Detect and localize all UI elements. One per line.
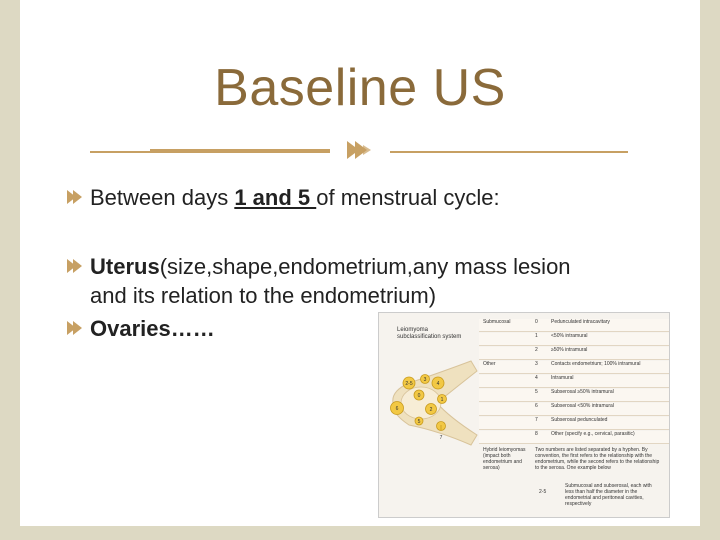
table-row: Submucosal 0 Pedunculated intracavitary <box>479 319 669 332</box>
uterus-diagram <box>379 313 479 517</box>
table-row: 1 <50% intramural <box>479 333 669 346</box>
diagram-label: 1 <box>440 397 444 403</box>
title-rule-right <box>390 151 628 153</box>
diagram-label: 3 <box>423 377 427 383</box>
hybrid-example-text: Submucosal and subserosal, each with less than half the diameter in the endometrial and peritoneal cavities, respectively <box>565 483 652 507</box>
bullet-uterus-text: Uterus(size,shape,endometrium,any mass lesion <box>90 254 571 279</box>
bullet-arrow-icon <box>66 187 86 207</box>
leiomyoma-classification-figure <box>378 312 670 518</box>
figure-caption: Leiomyoma subclassification system <box>397 327 462 340</box>
diagram-label: 6 <box>395 406 399 412</box>
bullet-days-text: Between days 1 and 5 of menstrual cycle: <box>90 185 500 210</box>
diagram-label: 4 <box>436 381 440 387</box>
title-ornament-icon <box>345 137 379 163</box>
table-row: Other 3 Contacts endometrium; 100% intramural <box>479 361 669 374</box>
table-row: 7 Subserosal pedunculated <box>479 417 669 430</box>
figure-diagram <box>379 313 479 517</box>
title-rule-accent <box>150 149 330 152</box>
slide-title: Baseline US <box>214 59 506 117</box>
bullet-ovaries-text: Ovaries…… <box>90 316 215 341</box>
table-row: 5 Subserosal ≥50% intramural <box>479 389 669 402</box>
table-row: 2 ≥50% intramural <box>479 347 669 360</box>
diagram-label: 0 <box>417 393 421 399</box>
table-row: 8 Other (specify e.g., cervical, parasitic) <box>479 431 669 444</box>
hybrid-text: Two numbers are listed separated by a hyphen. By convention, the first refers to the relationship with the endometrium, while the second refers to the relationship to the serosa. One example below <box>535 447 660 471</box>
diagram-label: 2-5 <box>405 381 413 387</box>
bullet-arrow-icon <box>66 256 86 276</box>
bullet-uterus-line2: and its relation to the endometrium) <box>90 283 437 308</box>
bullet-arrow-icon <box>66 318 86 338</box>
table-row: 6 Subserosal <50% intramural <box>479 403 669 416</box>
hybrid-label: Hybrid leiomyomas (impact both endometrium and serosa) <box>483 447 526 471</box>
table-row: 4 Intramural <box>479 375 669 388</box>
hybrid-example-number: 2-5 <box>539 489 547 495</box>
diagram-label: 5 <box>417 419 421 425</box>
diagram-label: 7 <box>439 435 443 441</box>
frame-bottom <box>0 526 720 540</box>
diagram-label: 2 <box>429 407 433 413</box>
